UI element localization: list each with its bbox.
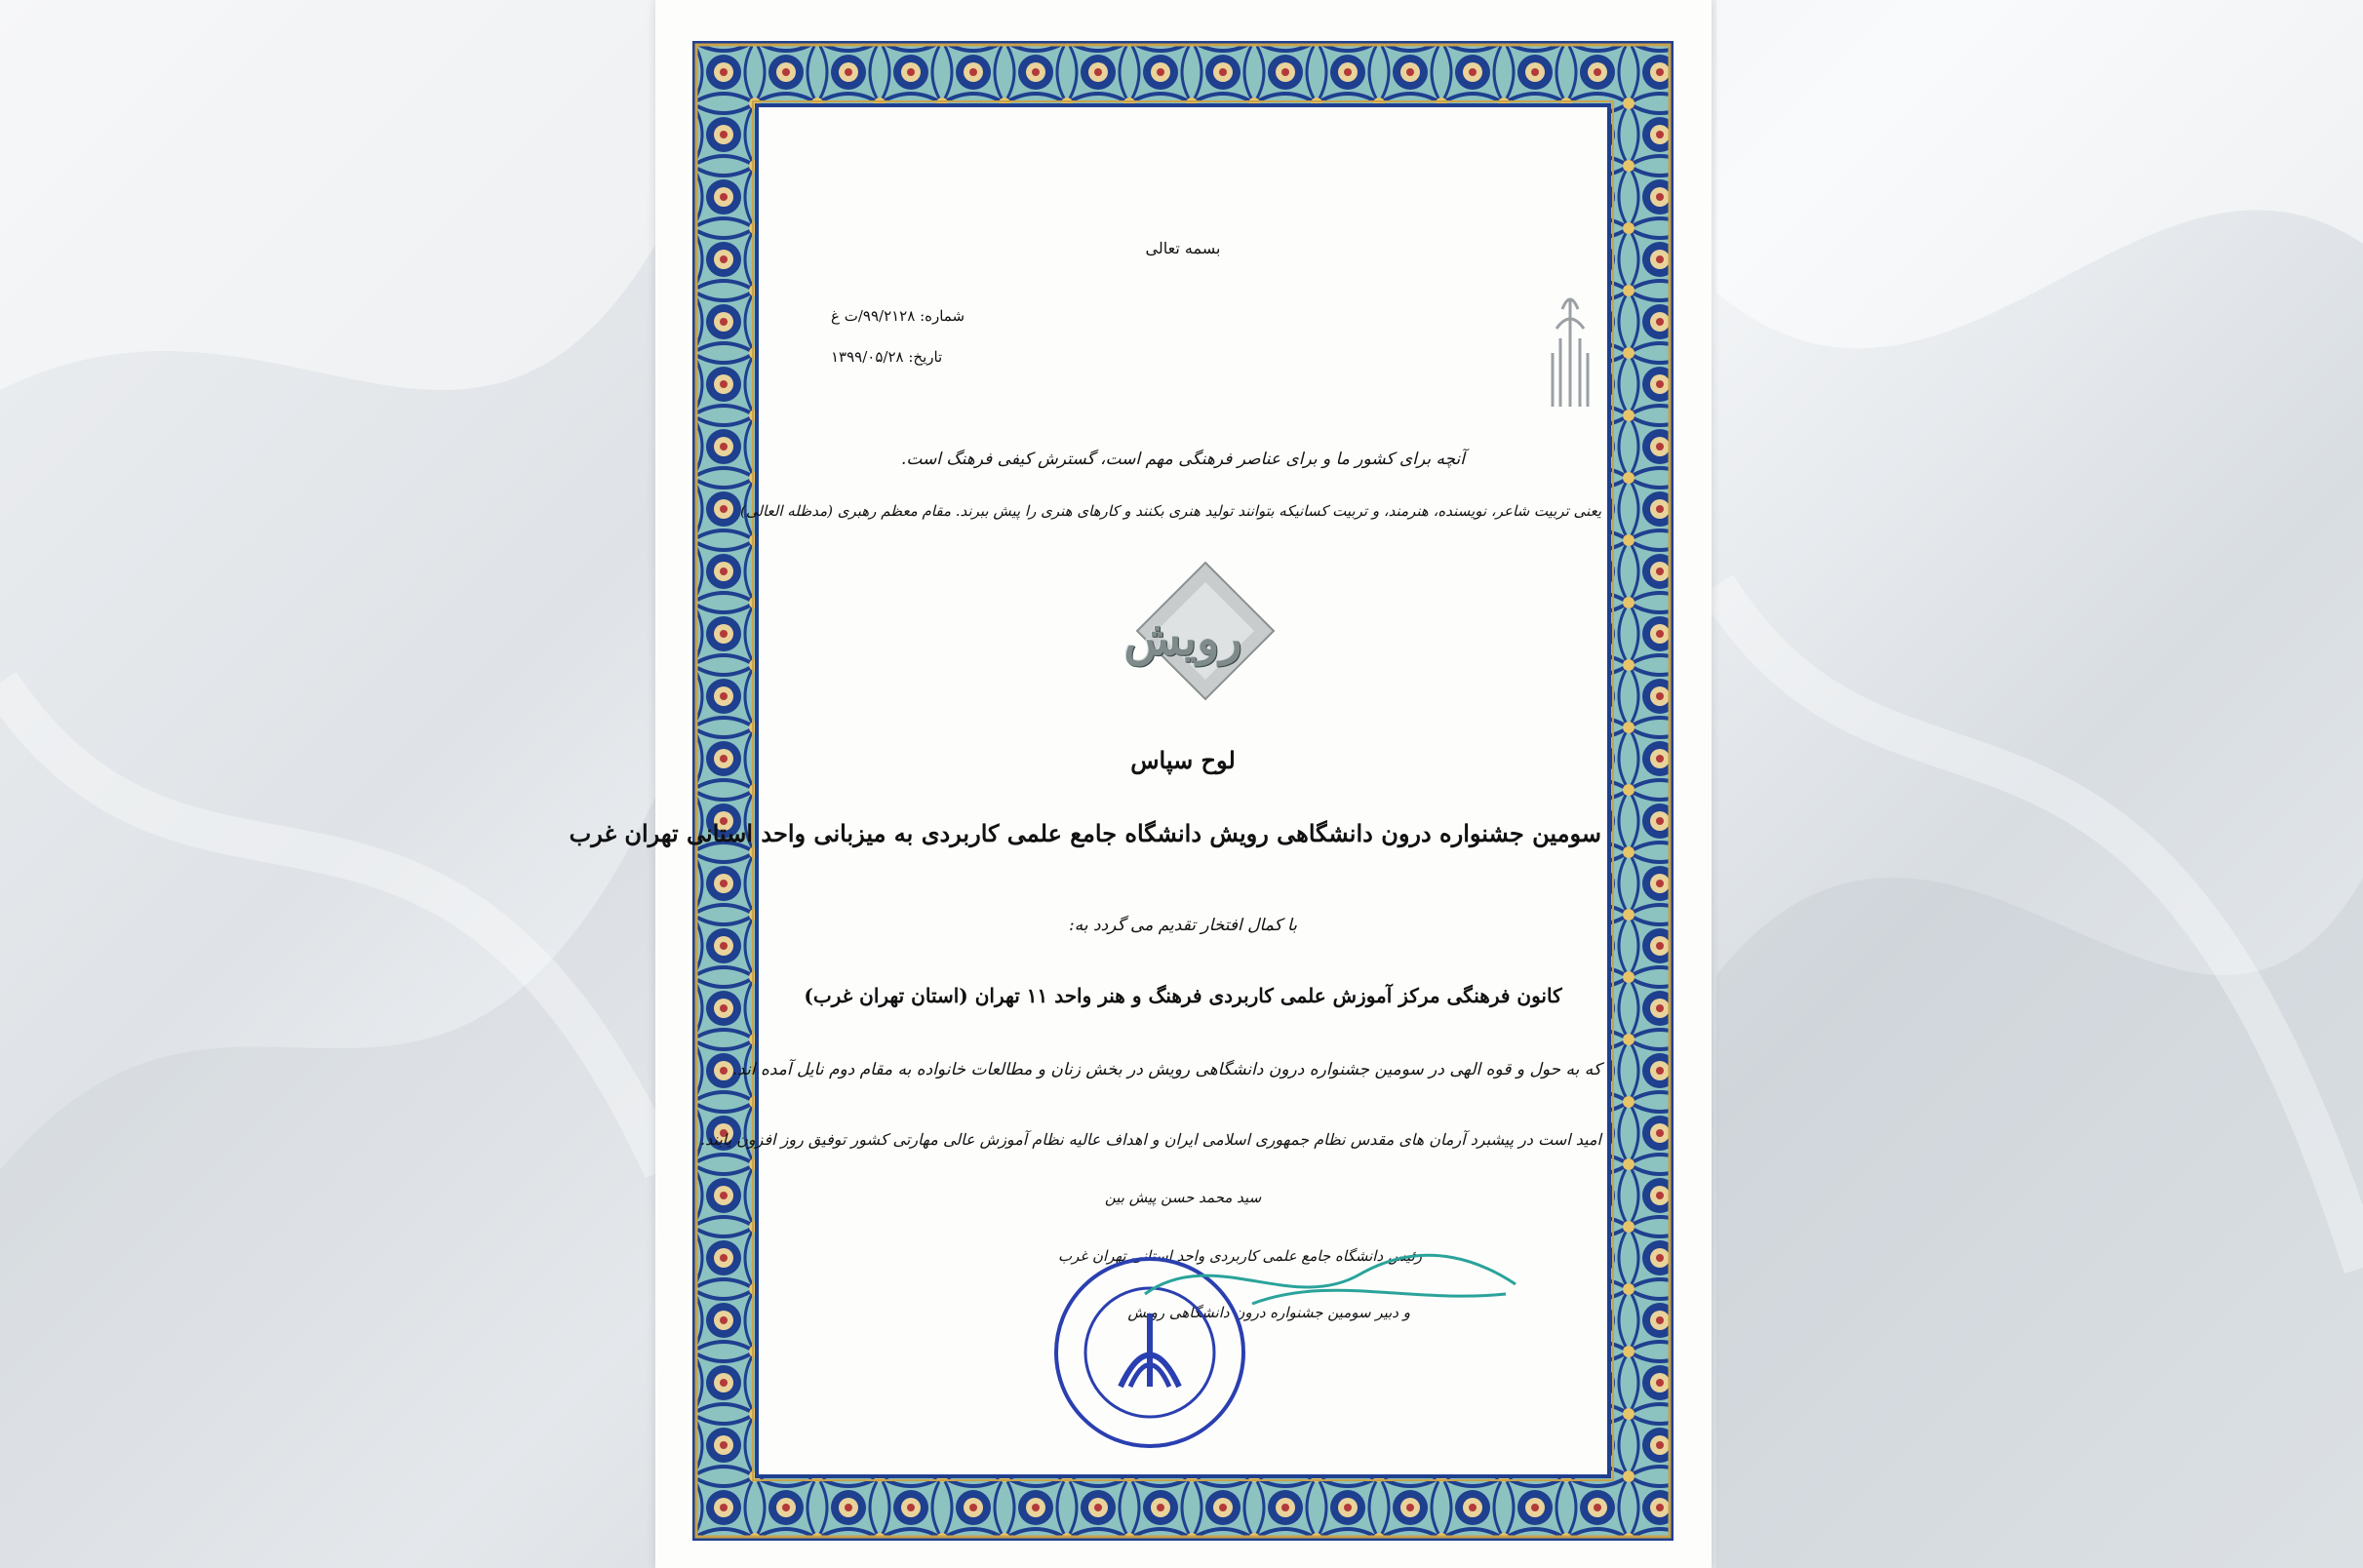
recipient-name: کانون فرهنگی مرکز آموزش علمی کاربردی فرهنگ و هنر واحد ۱۱ تهران (استان تهران غرب) — [804, 984, 1562, 1007]
quote-line-1: آنچه برای کشور ما و برای عناصر فرهنگی مهم است، گسترش کیفی فرهنگ است. — [900, 450, 1466, 469]
certificate-paper — [569, 0, 1712, 1568]
presented-to: با کمال افتخار تقدیم می گردد به: — [1069, 916, 1297, 935]
signer-name: سید محمد حسن پیش بین — [1104, 1189, 1262, 1206]
festival-logo-text: رویش — [1123, 611, 1242, 666]
signer-role-1: رئیس دانشگاه جامع علمی کاربردی واحد استانی تهران غرب — [1058, 1247, 1422, 1265]
handwritten-signature — [1135, 1235, 1525, 1323]
quote-line-2: یعنی تربیت شاعر، نویسنده، هنرمند، و تربیت کسانیکه بتوانند تولید هنری بکنند و کارهای هنری را پیش ببرند. مقام معظم رهبری (مدظله العالی) — [740, 502, 1601, 520]
letter-number: شماره: ۹۹/۲۱۲۸/ت غ — [831, 307, 965, 325]
letter-date: تاریخ: ۱۳۹۹/۰۵/۲۸ — [831, 348, 943, 366]
body-line-1: که به حول و قوه الهی در سومین جشنواره درون دانشگاهی رویش در بخش زنان و مطالعات خانواده به مقام دوم نایل آمده اند. — [731, 1060, 1601, 1079]
certificate-heading: لوح سپاس — [1130, 746, 1236, 774]
university-logo — [1541, 280, 1599, 455]
body-line-2: امید است در پیشبرد آرمان های مقدس نظام جمهوری اسلامی ایران و اهداف عالیه نظام آموزش عالی مهارتی کشور توفیق روز افزون یابند. — [700, 1130, 1601, 1149]
festival-title: سومین جشنواره درون دانشگاهی رویش دانشگاه جامع علمی کاربردی به میزبانی واحد استانی تهران غرب — [569, 819, 1601, 847]
certificate-content — [569, 114, 1601, 1470]
bismillah: بسمه تعالی — [1145, 239, 1221, 257]
signer-role-2: و دبیر سومین جشنواره درون دانشگاهی رویش — [1127, 1304, 1410, 1321]
